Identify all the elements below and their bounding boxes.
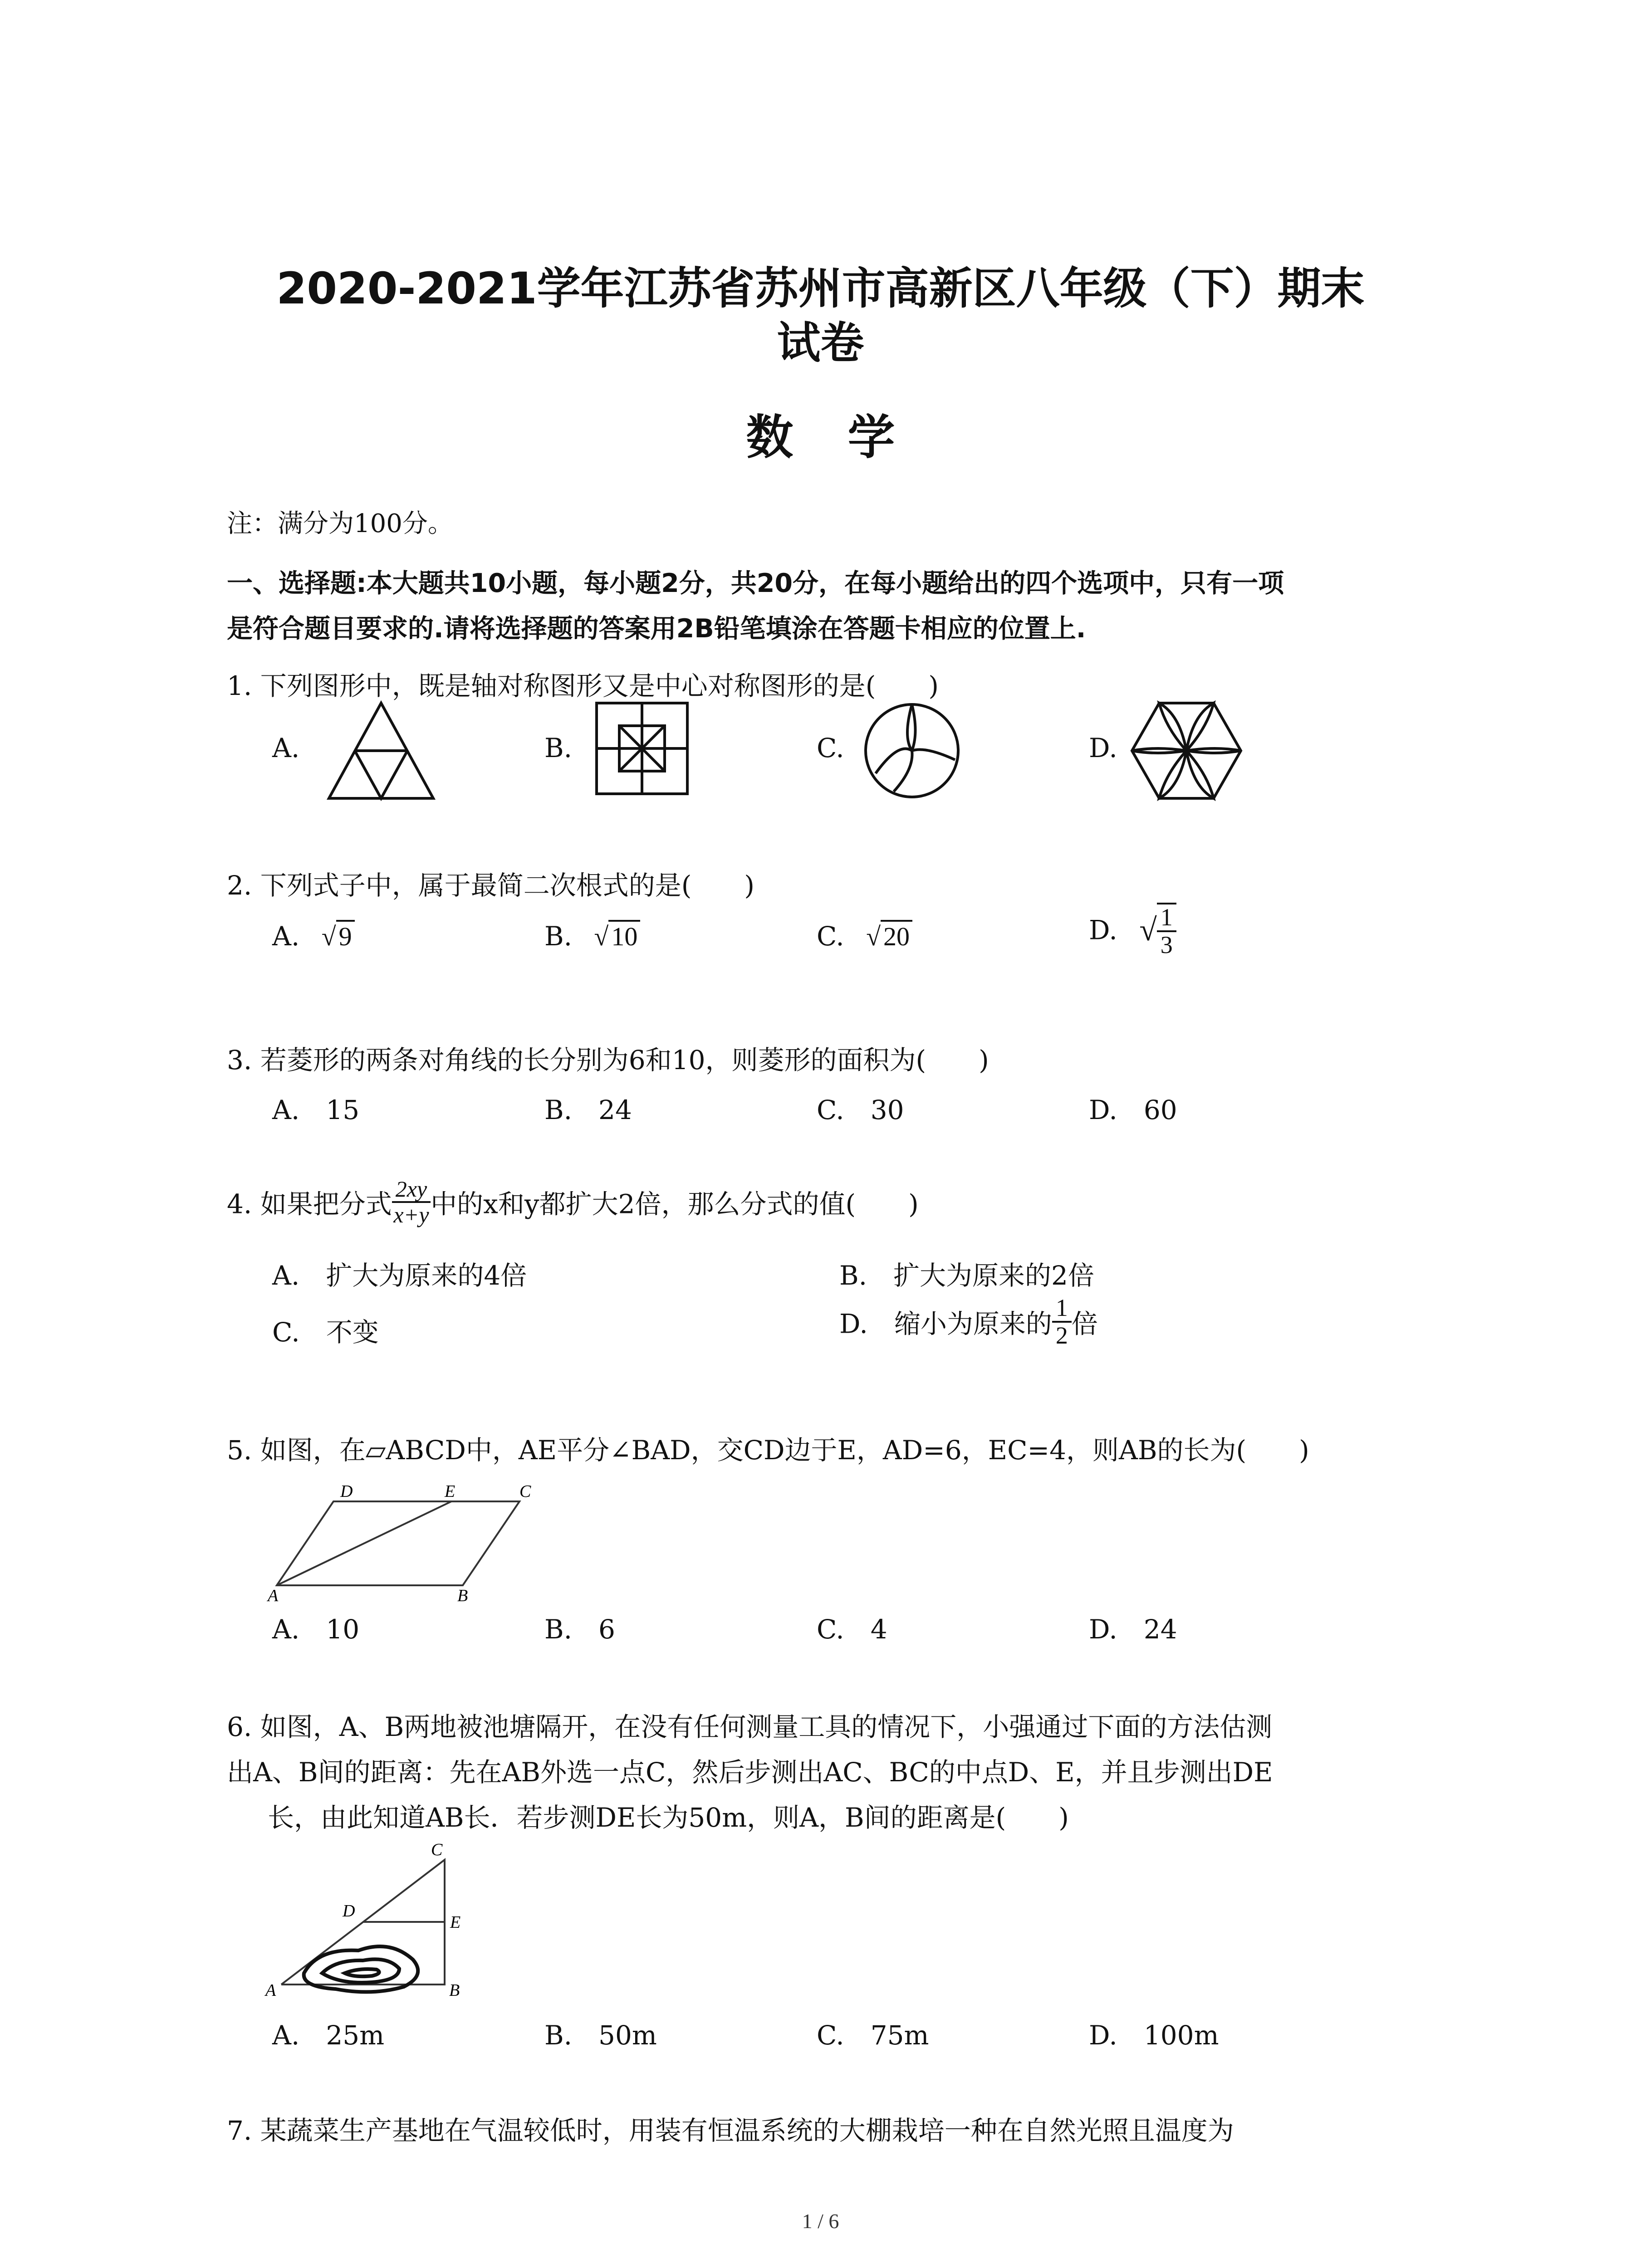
page-number: 1 / 6 <box>802 2209 839 2233</box>
q5-label-b: B <box>457 1586 468 1605</box>
q4-option-d-denominator: 2 <box>1055 1321 1068 1349</box>
question-4-stem <box>227 1177 919 1227</box>
q1-option-a-label: A. <box>272 733 300 763</box>
q4-option-d-numerator: 1 <box>1052 1295 1072 1323</box>
question-6-line3: 长，由此知道AB长．若步测DE长为50m，则A，B间的距离是( ) <box>268 1802 1069 1833</box>
q2-option-a-label: A. <box>272 921 300 952</box>
q1-option-c-label: C. <box>817 733 844 763</box>
exam-title-line1: 2020-2021学年江苏省苏州市高新区八年级（下）期末 <box>276 263 1365 314</box>
subject-heading: 数学 <box>746 410 950 465</box>
q5-option-a: A. 10 <box>272 1614 360 1645</box>
score-note: 注：满分为100分。 <box>227 509 453 538</box>
q2-option-b-label: B. <box>544 921 573 952</box>
q4-fraction-denominator: x+y <box>393 1202 429 1227</box>
q1-windmill-square-figure <box>594 701 690 796</box>
question-5-stem: 5. 如图，在▱ABCD中，AE平分∠BAD，交CD边于E，AD=6，EC=4，则AB的长为( ) <box>227 1435 1309 1466</box>
q6-label-e: E <box>450 1913 461 1932</box>
question-6-line2: 出A、B间的距离：先在AB外选一点C，然后步测出AC、BC的中点D、E，并且步测出DE <box>227 1757 1273 1788</box>
q3-option-b: B. 24 <box>544 1095 632 1125</box>
q2-option-c-label: C. <box>817 921 844 952</box>
q5-label-e: E <box>445 1482 456 1501</box>
q6-option-d: D. 100m <box>1089 2020 1219 2051</box>
q5-parallelogram-figure <box>268 1481 540 1603</box>
q6-option-c: C. 75m <box>817 2020 929 2051</box>
q1-hexagon-flower-figure <box>1130 701 1243 801</box>
q6-label-a: A <box>265 1981 276 2000</box>
section1-instruction-line2: 是符合题目要求的.请将选择题的答案用2B铅笔填涂在答题卡相应的位置上. <box>227 614 1086 644</box>
q1-circle-blades-figure <box>862 701 962 801</box>
q2-option-d-numerator: 1 <box>1157 904 1176 932</box>
question-3-stem: 3. 若菱形的两条对角线的长分别为6和10，则菱形的面积为( ) <box>227 1045 989 1075</box>
q5-option-b: B. 6 <box>544 1614 615 1645</box>
q2-option-d: D. √ $\frac{1}{3}$ <box>1089 903 1176 958</box>
question-7-stem: 7. 某蔬菜生产基地在气温较低时，用装有恒温系统的大棚栽培一种在自然光照且温度为 <box>227 2115 1234 2146</box>
q5-label-d: D <box>340 1482 353 1501</box>
q2-option-c-radicand: 20 <box>881 920 912 951</box>
q4-option-b: B. 扩大为原来的2倍 <box>839 1260 1094 1291</box>
question-6-line1: 6. 如图，A、B两地被池塘隔开，在没有任何测量工具的情况下，小强通过下面的方法估测 <box>227 1711 1273 1742</box>
q2-option-d-label: D. <box>1089 914 1117 946</box>
q4-fraction-numerator: 2xy <box>392 1177 431 1203</box>
q4-option-d-suffix: 倍 <box>1071 1308 1098 1339</box>
q2-option-b: B. √ 10 <box>544 921 640 952</box>
q2-option-a: A. √ 9 <box>272 921 355 952</box>
q2-option-b-radicand: 10 <box>608 920 640 951</box>
q2-option-a-radicand: 9 <box>336 920 355 951</box>
q5-label-c: C <box>519 1482 531 1501</box>
q4-stem-prefix: 4. 如果把分式 <box>227 1188 392 1220</box>
q1-option-b-label: B. <box>544 733 573 763</box>
q4-option-c: C. 不变 <box>272 1317 379 1348</box>
q2-option-d-denominator: 3 <box>1160 931 1173 958</box>
q1-option-d-label: D. <box>1089 733 1117 763</box>
q5-option-d: D. 24 <box>1089 1614 1177 1645</box>
question-1-stem: 1. 下列图形中，既是轴对称图形又是中心对称图形的是( ) <box>227 670 939 701</box>
q4-option-d-prefix: D. 缩小为原来的 <box>839 1308 1052 1339</box>
q3-option-d: D. 60 <box>1089 1095 1177 1125</box>
exam-title-line2: 试卷 <box>777 318 864 368</box>
q5-option-c: C. 4 <box>817 1614 887 1645</box>
q5-label-a: A <box>268 1586 279 1605</box>
q6-label-b: B <box>449 1981 460 2000</box>
section1-instruction-line1: 一、选择题:本大题共10小题，每小题2分，共20分，在每小题给出的四个选项中，只有一项 <box>227 568 1284 598</box>
q6-option-b: B. 50m <box>544 2020 657 2051</box>
q4-option-a: A. 扩大为原来的4倍 <box>272 1260 527 1291</box>
q6-pond-triangle-figure <box>263 1837 499 2000</box>
q6-label-c: C <box>431 1840 443 1859</box>
q3-option-a: A. 15 <box>272 1095 360 1125</box>
q1-triangle-figure <box>327 701 436 801</box>
q6-label-d: D <box>343 1901 355 1921</box>
q2-option-c: C. √ 20 <box>817 921 912 952</box>
q4-option-d <box>839 1295 1098 1348</box>
q4-stem-suffix: 中的x和y都扩大2倍，那么分式的值( ) <box>431 1188 919 1220</box>
q6-option-a: A. 25m <box>272 2020 385 2051</box>
question-2-stem: 2. 下列式子中，属于最简二次根式的是( ) <box>227 870 755 901</box>
q3-option-c: C. 30 <box>817 1095 904 1125</box>
